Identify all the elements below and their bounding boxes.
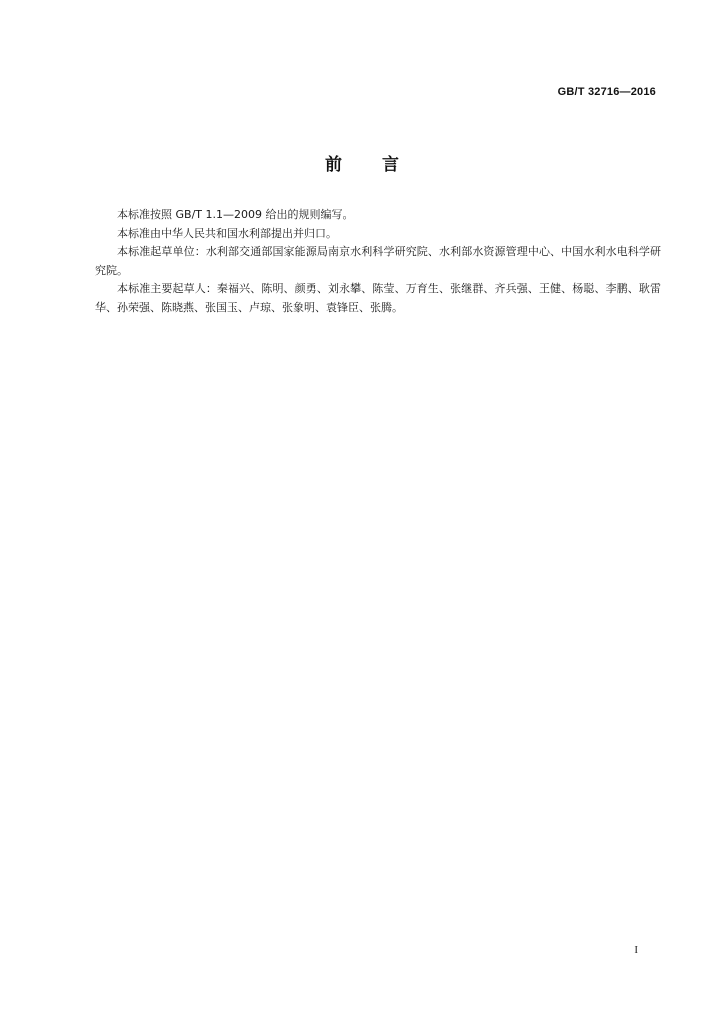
paragraph-drafters: 本标准主要起草人：秦福兴、陈明、颜勇、刘永攀、陈莹、万育生、张继群、齐兵强、王健、杨聪、李鹏、耿雷华、孙荣强、陈晓燕、张国玉、卢琼、张象明、袁锋臣、张腾。 <box>95 282 661 314</box>
standard-code: GB/T 32716—2016 <box>557 86 656 98</box>
page-number: I <box>634 944 638 956</box>
page-title: 前言 <box>325 155 439 175</box>
foreword-body <box>95 206 661 317</box>
paragraph-proposer: 本标准由中华人民共和国水利部提出并归口。 <box>117 226 337 240</box>
paragraph-drafting-rules: 本标准按照 GB/T 1.1—2009 给出的规则编写。 <box>117 208 354 221</box>
paragraph-drafting-units: 本标准起草单位：水利部交通部国家能源局南京水利科学研究院、水利部水资源管理中心、中国水利水电科学研究院。 <box>95 245 661 277</box>
